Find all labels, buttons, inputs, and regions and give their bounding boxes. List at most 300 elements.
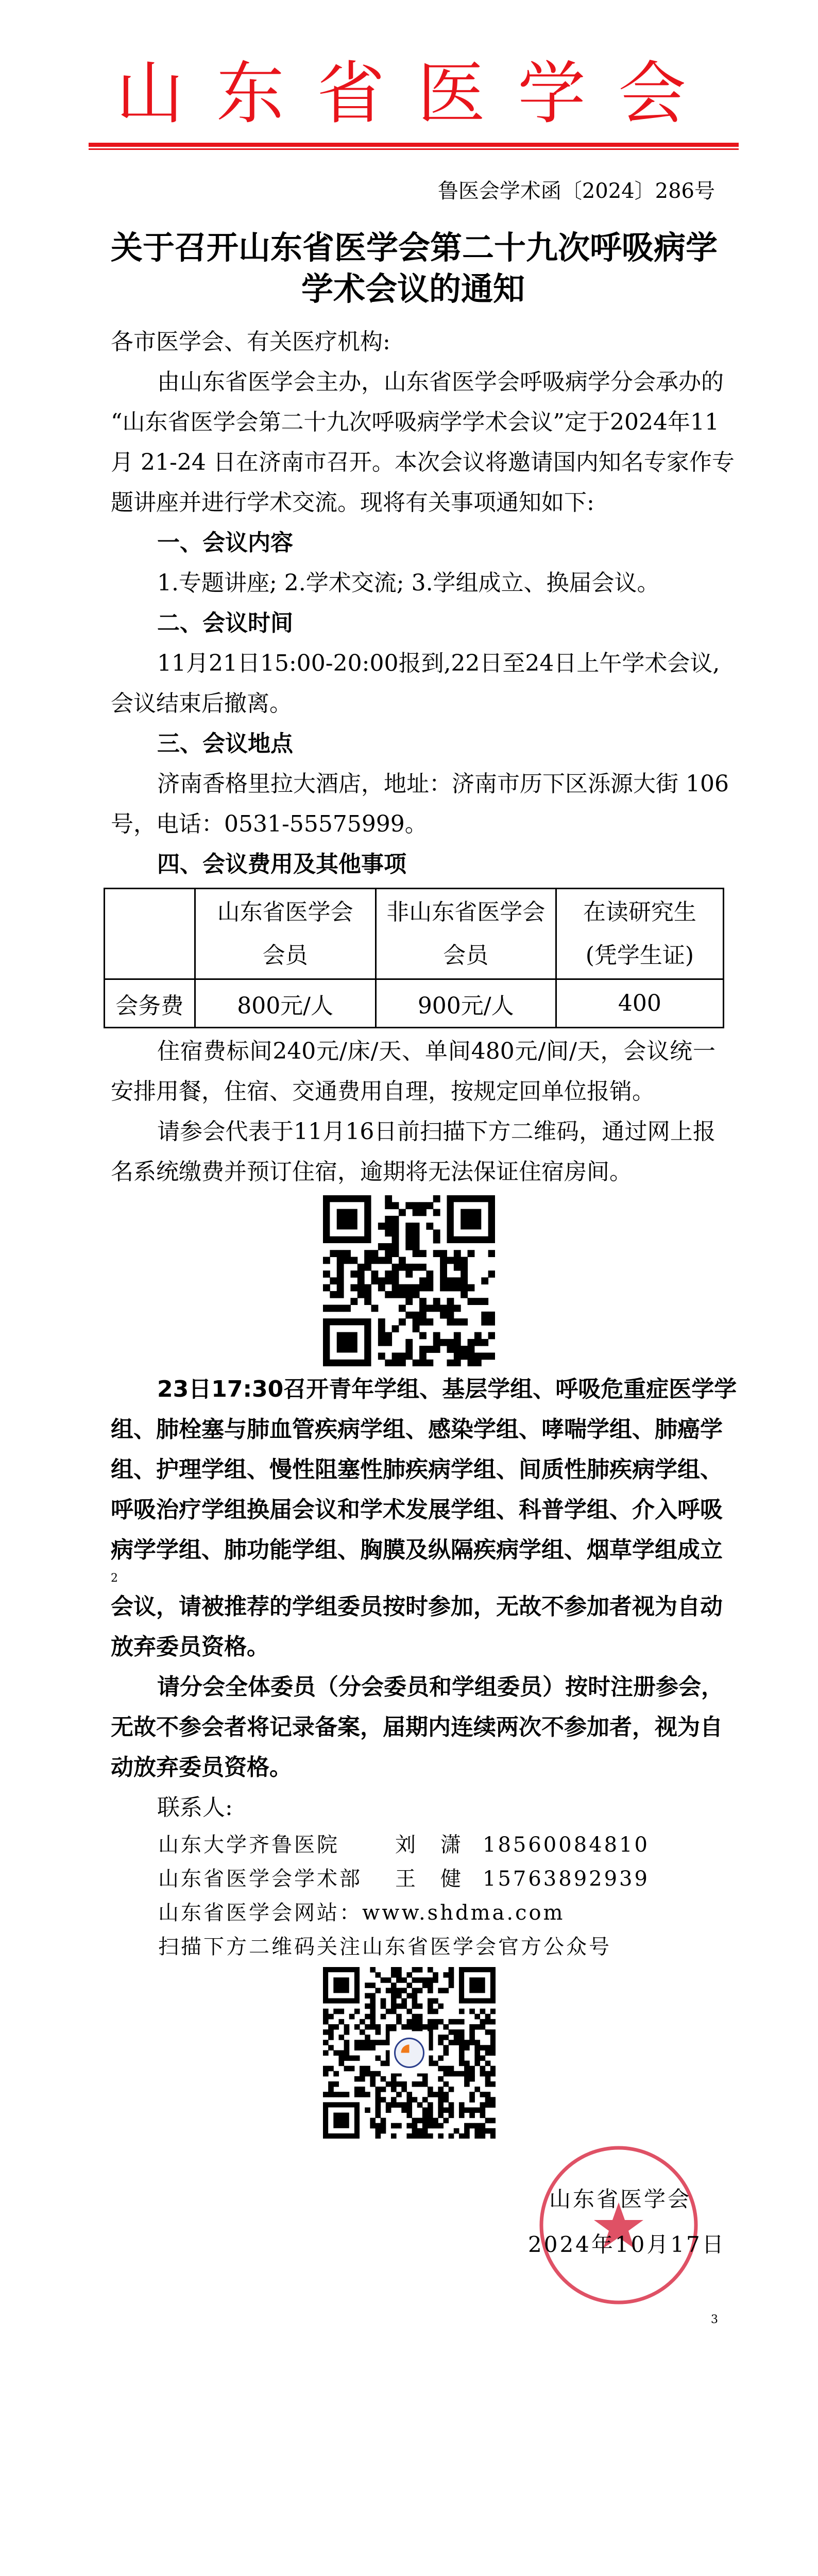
- qr-module: [344, 2066, 349, 2072]
- qr-module: [401, 2024, 407, 2030]
- qr-module: [422, 2133, 428, 2139]
- qr-module: [461, 1277, 468, 1284]
- qr-module: [448, 1972, 454, 1978]
- qr-module: [370, 2081, 376, 2087]
- qr-module: [380, 2061, 386, 2066]
- qr-module: [419, 1284, 427, 1292]
- qr-module: [371, 1270, 379, 1278]
- qr-module: [490, 2081, 495, 2087]
- qr-module: [412, 2019, 417, 2025]
- qr-module: [357, 1277, 365, 1284]
- qr-module: [464, 2123, 470, 2129]
- qr-module: [413, 1312, 420, 1319]
- qr-module: [464, 2071, 470, 2077]
- qr-module: [454, 1332, 461, 1340]
- qr-module: [461, 1346, 468, 1353]
- registration-text: 请参会代表于11月16日前扫描下方二维码，通过网上报: [157, 1118, 715, 1145]
- qr-module: [485, 2102, 490, 2108]
- contact-name: 王 健: [395, 1867, 463, 1891]
- qr-module: [480, 2024, 485, 2030]
- qr-module: [490, 2102, 495, 2108]
- qr-module: [406, 2009, 412, 2014]
- qr-module: [428, 1977, 433, 1983]
- qr-module: [412, 2097, 417, 2103]
- qr-module: [469, 2107, 475, 2113]
- time-text: 会议结束后撤离。: [111, 690, 292, 717]
- qr-module: [323, 2050, 329, 2056]
- qr-module: [399, 1291, 406, 1298]
- letterhead-divider-thin: [89, 148, 739, 150]
- qr-module: [485, 2092, 490, 2097]
- qr-module: [417, 2081, 422, 2087]
- qr-module: [399, 1360, 406, 1366]
- group-meeting-text: 组、护理学组、慢性阻塞性肺疾病学组、间质性肺疾病学组、: [111, 1456, 723, 1483]
- qr-module: [447, 1339, 454, 1346]
- qr-module: [469, 2009, 475, 2014]
- qr-module: [490, 2019, 495, 2025]
- qr-module: [428, 2009, 433, 2014]
- qr-module: [396, 1967, 402, 1973]
- qr-module: [453, 2029, 459, 2035]
- fee-table-header: 山东省医学会 会员: [195, 889, 376, 979]
- qr-module: [370, 2019, 376, 2025]
- qr-module: [385, 1977, 391, 1983]
- qr-module: [365, 2040, 370, 2045]
- registration-qr-code[interactable]: [323, 1195, 495, 1366]
- qr-module: [390, 1967, 396, 1973]
- letterhead-org-name: 山东省医学会: [116, 54, 686, 133]
- qr-module: [480, 2045, 485, 2050]
- qr-module: [433, 2019, 438, 2025]
- qr-module: [365, 2092, 370, 2097]
- qr-module: [378, 1284, 385, 1292]
- qr-module: [440, 1304, 447, 1312]
- qr-module: [417, 2019, 422, 2025]
- qr-module: [333, 2009, 339, 2014]
- fee-row-label: 会务费: [105, 979, 195, 1028]
- qr-module: [323, 2040, 329, 2045]
- qr-module: [385, 2081, 391, 2087]
- qr-module: [454, 1277, 461, 1284]
- qr-module: [360, 2040, 365, 2045]
- qr-module: [354, 2076, 360, 2082]
- qr-module: [396, 2019, 402, 2025]
- qr-module: [433, 1209, 440, 1216]
- qr-module: [412, 1993, 417, 1998]
- qr-module: [337, 1291, 344, 1298]
- qr-module: [337, 1304, 344, 1312]
- qr-module: [333, 2092, 339, 2097]
- qr-module: [469, 2092, 475, 2097]
- signature-org: 山东省医学会: [549, 2187, 692, 2212]
- qr-module: [447, 1346, 454, 1353]
- wechat-qr-code[interactable]: [323, 1967, 496, 2139]
- qr-module: [350, 1270, 357, 1278]
- qr-module: [385, 1223, 392, 1230]
- qr-module: [419, 1264, 427, 1271]
- qr-module: [360, 2019, 365, 2025]
- qr-module: [426, 1346, 433, 1353]
- document-number: 鲁医会学术函〔2024〕286号: [437, 179, 715, 203]
- qr-module: [433, 1304, 440, 1312]
- qr-module: [428, 1982, 433, 1988]
- qr-module: [422, 1982, 428, 1988]
- qr-module: [385, 1229, 392, 1236]
- qr-module: [392, 1270, 399, 1278]
- qr-module: [365, 2071, 370, 2077]
- qr-module: [438, 2113, 444, 2119]
- qr-module: [474, 2087, 480, 2092]
- qr-module: [490, 2128, 495, 2134]
- qr-module: [413, 1264, 420, 1271]
- lodging-text: 住宿费标间240元/床/天、单间480元/间/天，会议统一: [157, 1038, 715, 1064]
- qr-module: [338, 2019, 344, 2025]
- qr-module: [375, 2133, 381, 2139]
- qr-module: [447, 1318, 454, 1326]
- qr-module: [364, 1284, 371, 1292]
- qr-module: [443, 2035, 449, 2040]
- qr-module: [328, 2014, 334, 2020]
- section-heading-time: 二、会议时间: [157, 610, 293, 636]
- qr-module: [480, 2123, 485, 2129]
- qr-module: [406, 1982, 412, 1988]
- qr-module: [370, 2045, 376, 2050]
- qr-module: [401, 2107, 407, 2113]
- signature-date: 2024年10月17日: [528, 2232, 726, 2257]
- qr-finder: [469, 1977, 485, 1993]
- qr-module: [354, 2092, 360, 2097]
- qr-module: [399, 1318, 406, 1326]
- qr-module: [406, 2092, 412, 2097]
- qr-module: [370, 2123, 376, 2129]
- qr-module: [370, 1998, 376, 2004]
- qr-module: [328, 2081, 334, 2087]
- qr-module: [440, 1270, 447, 1278]
- qr-module: [323, 2009, 329, 2014]
- qr-module: [385, 1202, 392, 1209]
- qr-module: [323, 2019, 329, 2025]
- qr-module: [344, 1257, 351, 1264]
- qr-module: [344, 1250, 351, 1257]
- qr-module: [419, 1352, 427, 1360]
- qr-module: [448, 2102, 454, 2108]
- qr-module: [419, 1250, 427, 1257]
- qr-module: [438, 2092, 444, 2097]
- qr-module: [447, 1304, 454, 1312]
- qr-module: [485, 2076, 490, 2082]
- qr-module: [333, 2071, 339, 2077]
- qr-module: [380, 2123, 386, 2129]
- qr-module: [474, 1298, 482, 1305]
- qr-module: [412, 2081, 417, 2087]
- qr-module: [417, 2014, 422, 2020]
- qr-module: [433, 2024, 438, 2030]
- fee-cell: 400: [556, 979, 723, 1028]
- qr-module: [413, 1243, 420, 1250]
- qr-module: [474, 2056, 480, 2061]
- qr-module: [396, 2123, 402, 2129]
- qr-module: [390, 1972, 396, 1978]
- qr-module: [417, 1988, 422, 1993]
- qr-module: [458, 2019, 464, 2025]
- qr-module: [375, 2071, 381, 2077]
- intro-line: 月 21-24 日在济南市召开。本次会议将邀请国内知名专家作专: [111, 449, 735, 476]
- qr-module: [390, 2097, 396, 2103]
- qr-module: [461, 1257, 468, 1264]
- qr-module: [405, 1229, 413, 1236]
- qr-module: [447, 1312, 454, 1319]
- qr-module: [337, 1264, 344, 1271]
- attendance-text: 动放弃委员资格。: [111, 1754, 292, 1781]
- qr-module: [412, 2123, 417, 2129]
- qr-finder: [461, 1209, 481, 1230]
- qr-module: [433, 1229, 440, 1236]
- qr-module: [464, 2066, 470, 2072]
- qr-module: [360, 2071, 365, 2077]
- qr-module: [440, 1257, 447, 1264]
- qr-module: [378, 1277, 385, 1284]
- intro-line: 题讲座并进行学术交流。现将有关事项通知如下:: [111, 489, 594, 516]
- qr-module: [458, 2061, 464, 2066]
- qr-module: [417, 2024, 422, 2030]
- qr-module: [390, 2081, 396, 2087]
- qr-module: [406, 1993, 412, 1998]
- qr-module: [385, 1277, 392, 1284]
- qr-module: [468, 1250, 475, 1257]
- qr-module: [458, 2045, 464, 2050]
- qr-module: [378, 1332, 385, 1340]
- qr-module: [365, 2024, 370, 2030]
- qr-module: [392, 1284, 399, 1292]
- qr-module: [413, 1360, 420, 1366]
- qr-module: [413, 1318, 420, 1326]
- qr-module: [426, 1223, 433, 1230]
- qr-module: [338, 2050, 344, 2056]
- contact-name: 刘 潇: [395, 1833, 463, 1857]
- qr-module: [433, 1236, 440, 1244]
- qr-module: [433, 1977, 438, 1983]
- qr-module: [406, 2019, 412, 2025]
- lodging-text: 安排用餐，住宿、交通费用自理，按规定回单位报销。: [111, 1078, 655, 1105]
- qr-module: [364, 1298, 371, 1305]
- qr-module: [443, 2050, 449, 2056]
- qr-module: [443, 2024, 449, 2030]
- qr-module: [468, 1339, 475, 1346]
- qr-module: [433, 1195, 440, 1202]
- contact-phone[interactable]: 18560084810: [483, 1833, 650, 1857]
- qr-module: [468, 1352, 475, 1360]
- qr-module: [338, 2035, 344, 2040]
- qr-module: [447, 1257, 454, 1264]
- salutation: 各市医学会、有关医疗机构:: [111, 329, 390, 355]
- qr-module: [399, 1209, 406, 1216]
- contact-phone[interactable]: 15763892939: [483, 1867, 650, 1891]
- qr-module: [433, 1346, 440, 1353]
- title-line-1: 关于召开山东省医学会第二十九次呼吸病学: [111, 229, 718, 266]
- qr-module: [488, 1270, 495, 1278]
- qr-module: [485, 2029, 490, 2035]
- qr-module: [396, 2092, 402, 2097]
- qr-module: [405, 1291, 413, 1298]
- qr-module: [458, 2102, 464, 2108]
- qr-module: [481, 1277, 488, 1284]
- qr-module: [365, 2035, 370, 2040]
- qr-module: [406, 2133, 412, 2139]
- qr-module: [485, 2118, 490, 2124]
- qr-module: [438, 2076, 444, 2082]
- qr-module: [405, 1346, 413, 1353]
- qr-module: [448, 2133, 454, 2139]
- qr-module: [474, 2045, 480, 2050]
- qr-module: [469, 2097, 475, 2103]
- qr-module: [488, 1318, 495, 1326]
- qr-module: [401, 1977, 407, 1983]
- qr-module: [422, 2076, 428, 2082]
- place-text: 济南香格里拉大酒店，地址：济南市历下区泺源大街 106: [157, 771, 729, 797]
- qr-module: [375, 2024, 381, 2030]
- qr-module: [370, 2024, 376, 2030]
- qr-module: [380, 2097, 386, 2103]
- qr-module: [422, 2123, 428, 2129]
- qr-module: [458, 2009, 464, 2014]
- qr-module: [405, 1202, 413, 1209]
- qr-finder: [333, 1977, 349, 1993]
- section-heading-place: 三、会议地点: [157, 731, 293, 757]
- qr-module: [412, 2133, 417, 2139]
- qr-module: [458, 2071, 464, 2077]
- contact-row: [158, 1828, 818, 1862]
- qr-module: [453, 2040, 459, 2045]
- qr-module: [480, 2056, 485, 2061]
- qr-module: [426, 1360, 433, 1366]
- qr-module: [323, 1304, 330, 1312]
- qr-module: [458, 2050, 464, 2056]
- qr-module: [365, 2014, 370, 2020]
- qr-module: [453, 2019, 459, 2025]
- qr-module: [426, 1277, 433, 1284]
- qr-module: [349, 2056, 354, 2061]
- qr-module: [490, 2133, 495, 2139]
- qr-module: [448, 2107, 454, 2113]
- qr-module: [406, 2113, 412, 2119]
- qr-module: [488, 1250, 495, 1257]
- qr-module: [344, 2092, 349, 2097]
- qr-module: [443, 1988, 449, 1993]
- qr-module: [443, 2118, 449, 2124]
- qr-module: [480, 2066, 485, 2072]
- qr-module: [417, 2004, 422, 2009]
- website-line[interactable]: 山东省医学会网站：www.shdma.com: [158, 1901, 565, 1925]
- qr-module: [399, 1284, 406, 1292]
- qr-module: [401, 1998, 407, 2004]
- qr-module: [405, 1236, 413, 1244]
- qr-module: [490, 2009, 495, 2014]
- qr-module: [385, 2102, 391, 2108]
- qr-module: [392, 1264, 399, 1271]
- qr-module: [417, 2102, 422, 2108]
- qr-module: [399, 1304, 406, 1312]
- contact-row: [158, 1862, 818, 1896]
- qr-module: [448, 2071, 454, 2077]
- qr-module: [375, 2113, 381, 2119]
- qr-module: [469, 2066, 475, 2072]
- qr-module: [357, 1270, 365, 1278]
- qr-module: [417, 2118, 422, 2124]
- qr-module: [438, 2087, 444, 2092]
- qr-module: [433, 2123, 438, 2129]
- qr-module: [469, 2071, 475, 2077]
- qr-module: [490, 2118, 495, 2124]
- qr-module: [426, 1284, 433, 1292]
- qr-module: [370, 1982, 376, 1988]
- qr-module: [412, 2128, 417, 2134]
- qr-module: [422, 2097, 428, 2103]
- qr-module: [448, 2087, 454, 2092]
- qr-module: [392, 1291, 399, 1298]
- qr-module: [344, 1304, 351, 1312]
- qr-module: [428, 2113, 433, 2119]
- qr-module: [443, 2097, 449, 2103]
- qr-module: [440, 1284, 447, 1292]
- qr-module: [453, 2071, 459, 2077]
- attendance-text: 无故不参会者将记录备案，届期内连续两次不参加者，视为自: [111, 1714, 723, 1740]
- content-text: 1.专题讲座; 2.学术交流; 3.学组成立、换届会议。: [157, 570, 660, 596]
- qr-module: [433, 1998, 438, 2004]
- qr-module: [428, 2019, 433, 2025]
- qr-module: [419, 1202, 427, 1209]
- qr-module: [412, 2004, 417, 2009]
- qr-module: [337, 1284, 344, 1292]
- qr-module: [464, 2107, 470, 2113]
- qr-module: [344, 2024, 349, 2030]
- qr-module: [354, 2024, 360, 2030]
- qr-module: [469, 2040, 475, 2045]
- qr-module: [469, 2035, 475, 2040]
- qr-module: [357, 1264, 365, 1271]
- qr-module: [390, 2087, 396, 2092]
- qr-module: [433, 1972, 438, 1978]
- qr-module: [443, 2066, 449, 2072]
- section-heading-content: 一、会议内容: [157, 530, 293, 556]
- qr-module: [474, 2123, 480, 2129]
- qr-module: [390, 2133, 396, 2139]
- fee-cell: 800元/人: [195, 979, 376, 1028]
- qr-module: [469, 2123, 475, 2129]
- qr-module: [405, 1223, 413, 1230]
- qr-module: [474, 1332, 482, 1340]
- qr-module: [443, 2081, 449, 2087]
- qr-module: [413, 1229, 420, 1236]
- qr-module: [413, 1236, 420, 1244]
- qr-module: [360, 2066, 365, 2072]
- qr-module: [405, 1270, 413, 1278]
- qr-module: [448, 1967, 454, 1973]
- group-meeting-text: 呼吸治疗学组换届会议和学术发展学组、科普学组、介入呼吸: [111, 1497, 723, 1523]
- qr-module: [390, 1993, 396, 1998]
- qr-module: [480, 2071, 485, 2077]
- qr-module: [370, 1993, 376, 1998]
- qr-module: [438, 2102, 444, 2108]
- qr-module: [443, 1972, 449, 1978]
- qr-module: [392, 1277, 399, 1284]
- qr-module: [344, 2056, 349, 2061]
- qr-module: [458, 2107, 464, 2113]
- qr-module: [396, 1988, 402, 1993]
- qr-module: [481, 1352, 488, 1360]
- qr-module: [461, 1291, 468, 1298]
- qr-module: [333, 2081, 339, 2087]
- qr-module: [413, 1223, 420, 1230]
